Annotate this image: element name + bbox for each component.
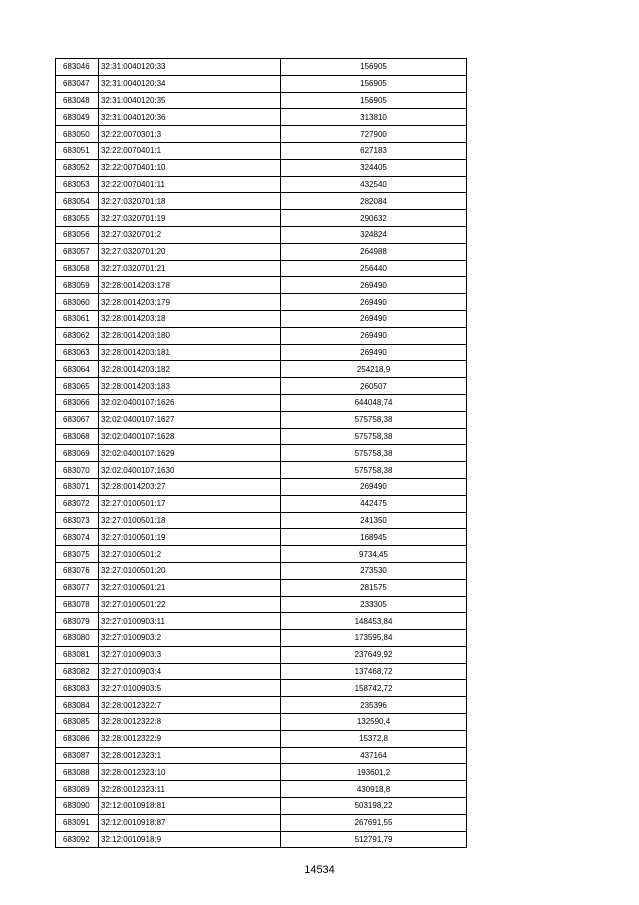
row-number-cell: 683070 (56, 462, 99, 479)
row-number-cell: 683071 (56, 478, 99, 495)
cadastral-number-cell: 32:27:0320701:18 (99, 193, 281, 210)
value-cell: 193601,2 (281, 764, 467, 781)
cadastral-number-cell: 32:02:0400107:1630 (99, 462, 281, 479)
cadastral-number-cell: 32:27:0100501:2 (99, 546, 281, 563)
row-number-cell: 683060 (56, 294, 99, 311)
value-cell: 156905 (281, 92, 467, 109)
row-number-cell: 683090 (56, 798, 99, 815)
table-row (56, 445, 467, 462)
table-row (56, 714, 467, 731)
row-number-cell: 683067 (56, 411, 99, 428)
table-row (56, 781, 467, 798)
value-cell: 15372,8 (281, 730, 467, 747)
row-number-cell: 683057 (56, 243, 99, 260)
row-number-cell: 683084 (56, 697, 99, 714)
cadastral-number-cell: 32:28:0012322:7 (99, 697, 281, 714)
cadastral-number-cell: 32:28:0014203:18 (99, 310, 281, 327)
table-row (56, 193, 467, 210)
cadastral-number-cell: 32:27:0320701:2 (99, 226, 281, 243)
row-number-cell: 683064 (56, 361, 99, 378)
cadastral-number-cell: 32:27:0100501:21 (99, 579, 281, 596)
value-cell: 273530 (281, 562, 467, 579)
value-cell: 432540 (281, 176, 467, 193)
cadastral-number-cell: 32:28:0012323:10 (99, 764, 281, 781)
table-row (56, 243, 467, 260)
table-row (56, 512, 467, 529)
row-number-cell: 683056 (56, 226, 99, 243)
cadastral-number-cell: 32:12:0010918:9 (99, 831, 281, 848)
cadastral-number-cell: 32:28:0014203:181 (99, 344, 281, 361)
row-number-cell: 683074 (56, 529, 99, 546)
table-row (56, 310, 467, 327)
table-row (56, 747, 467, 764)
cadastral-number-cell: 32:31:0040120:35 (99, 92, 281, 109)
table-row (56, 562, 467, 579)
row-number-cell: 683048 (56, 92, 99, 109)
value-cell: 442475 (281, 495, 467, 512)
value-cell: 156905 (281, 59, 467, 76)
cadastral-number-cell: 32:27:0320701:20 (99, 243, 281, 260)
value-cell: 503198,22 (281, 798, 467, 815)
row-number-cell: 683063 (56, 344, 99, 361)
row-number-cell: 683080 (56, 630, 99, 647)
value-cell: 269490 (281, 277, 467, 294)
value-cell: 235396 (281, 697, 467, 714)
value-cell: 148453,84 (281, 613, 467, 630)
row-number-cell: 683086 (56, 730, 99, 747)
table-row (56, 142, 467, 159)
cadastral-number-cell: 32:22:0070301:3 (99, 126, 281, 143)
table-row (56, 176, 467, 193)
value-cell: 260507 (281, 378, 467, 395)
cadastral-number-cell: 32:28:0014203:180 (99, 327, 281, 344)
table-row (56, 92, 467, 109)
table-row (56, 75, 467, 92)
table-row (56, 59, 467, 76)
value-cell: 254218,9 (281, 361, 467, 378)
table-row (56, 798, 467, 815)
row-number-cell: 683081 (56, 646, 99, 663)
cadastral-number-cell: 32:28:0014203:182 (99, 361, 281, 378)
value-cell: 237649,92 (281, 646, 467, 663)
cadastral-number-cell: 32:27:0100903:3 (99, 646, 281, 663)
row-number-cell: 683092 (56, 831, 99, 848)
table-row (56, 529, 467, 546)
row-number-cell: 683061 (56, 310, 99, 327)
row-number-cell: 683047 (56, 75, 99, 92)
row-number-cell: 683055 (56, 210, 99, 227)
cadastral-number-cell: 32:22:0070401:1 (99, 142, 281, 159)
value-cell: 437164 (281, 747, 467, 764)
row-number-cell: 683075 (56, 546, 99, 563)
row-number-cell: 683088 (56, 764, 99, 781)
row-number-cell: 683052 (56, 159, 99, 176)
cadastral-number-cell: 32:28:0014203:178 (99, 277, 281, 294)
table-row (56, 730, 467, 747)
cadastral-number-cell: 32:28:0014203:179 (99, 294, 281, 311)
table-row (56, 764, 467, 781)
row-number-cell: 683068 (56, 428, 99, 445)
cadastral-number-cell: 32:02:0400107:1628 (99, 428, 281, 445)
table-row (56, 210, 467, 227)
table-row (56, 630, 467, 647)
value-cell: 233305 (281, 596, 467, 613)
value-cell: 324405 (281, 159, 467, 176)
value-cell: 264988 (281, 243, 467, 260)
row-number-cell: 683054 (56, 193, 99, 210)
row-number-cell: 683058 (56, 260, 99, 277)
value-cell: 727900 (281, 126, 467, 143)
row-number-cell: 683059 (56, 277, 99, 294)
table-row (56, 613, 467, 630)
table-row (56, 361, 467, 378)
table-row (56, 378, 467, 395)
table-row (56, 344, 467, 361)
cadastral-number-cell: 32:27:0100903:4 (99, 663, 281, 680)
value-cell: 281575 (281, 579, 467, 596)
row-number-cell: 683051 (56, 142, 99, 159)
table-row (56, 294, 467, 311)
value-cell: 156905 (281, 75, 467, 92)
table-row (56, 277, 467, 294)
cadastral-number-cell: 32:27:0100903:2 (99, 630, 281, 647)
page-number: 14534 (304, 864, 335, 876)
row-number-cell: 683049 (56, 109, 99, 126)
row-number-cell: 683076 (56, 562, 99, 579)
table-row (56, 680, 467, 697)
table-body (56, 59, 467, 848)
table-row (56, 226, 467, 243)
value-cell: 313810 (281, 109, 467, 126)
value-cell: 269490 (281, 344, 467, 361)
cadastral-number-cell: 32:31:0040120:36 (99, 109, 281, 126)
value-cell: 644048,74 (281, 394, 467, 411)
value-cell: 575758,38 (281, 428, 467, 445)
table-row (56, 411, 467, 428)
table-row (56, 428, 467, 445)
value-cell: 267691,55 (281, 814, 467, 831)
table-row (56, 478, 467, 495)
row-number-cell: 683066 (56, 394, 99, 411)
value-cell: 290632 (281, 210, 467, 227)
value-cell: 168945 (281, 529, 467, 546)
table-row (56, 462, 467, 479)
cadastral-number-cell: 32:12:0010918:81 (99, 798, 281, 815)
row-number-cell: 683083 (56, 680, 99, 697)
table-row (56, 260, 467, 277)
cadastral-number-cell: 32:27:0100903:5 (99, 680, 281, 697)
row-number-cell: 683085 (56, 714, 99, 731)
value-cell: 269490 (281, 478, 467, 495)
cadastral-number-cell: 32:27:0100501:18 (99, 512, 281, 529)
table-row (56, 646, 467, 663)
value-cell: 269490 (281, 294, 467, 311)
cadastral-number-cell: 32:02:0400107:1627 (99, 411, 281, 428)
cadastral-number-cell: 32:27:0100501:19 (99, 529, 281, 546)
value-cell: 269490 (281, 310, 467, 327)
cadastral-number-cell: 32:28:0014203:183 (99, 378, 281, 395)
cadastral-number-cell: 32:28:0012322:8 (99, 714, 281, 731)
cadastral-number-cell: 32:12:0010918:87 (99, 814, 281, 831)
row-number-cell: 683077 (56, 579, 99, 596)
table-row (56, 394, 467, 411)
table-row (56, 663, 467, 680)
value-cell: 575758,38 (281, 445, 467, 462)
row-number-cell: 683065 (56, 378, 99, 395)
table-row (56, 327, 467, 344)
cadastral-value-table (55, 58, 467, 848)
cadastral-number-cell: 32:27:0320701:19 (99, 210, 281, 227)
row-number-cell: 683069 (56, 445, 99, 462)
cadastral-number-cell: 32:28:0014203:27 (99, 478, 281, 495)
cadastral-number-cell: 32:22:0070401:10 (99, 159, 281, 176)
row-number-cell: 683073 (56, 512, 99, 529)
cadastral-number-cell: 32:02:0400107:1629 (99, 445, 281, 462)
cadastral-number-cell: 32:27:0100903:11 (99, 613, 281, 630)
cadastral-number-cell: 32:31:0040120:34 (99, 75, 281, 92)
cadastral-number-cell: 32:02:0400107:1626 (99, 394, 281, 411)
row-number-cell: 683050 (56, 126, 99, 143)
table-row (56, 546, 467, 563)
value-cell: 158742,72 (281, 680, 467, 697)
row-number-cell: 683089 (56, 781, 99, 798)
table-row (56, 697, 467, 714)
value-cell: 269490 (281, 327, 467, 344)
value-cell: 324824 (281, 226, 467, 243)
row-number-cell: 683082 (56, 663, 99, 680)
cadastral-number-cell: 32:31:0040120:33 (99, 59, 281, 76)
row-number-cell: 683053 (56, 176, 99, 193)
value-cell: 282084 (281, 193, 467, 210)
value-cell: 430918,8 (281, 781, 467, 798)
table-row (56, 495, 467, 512)
row-number-cell: 683046 (56, 59, 99, 76)
row-number-cell: 683062 (56, 327, 99, 344)
value-cell: 575758,38 (281, 462, 467, 479)
value-cell: 256440 (281, 260, 467, 277)
cadastral-number-cell: 32:28:0012322:9 (99, 730, 281, 747)
value-cell: 137468,72 (281, 663, 467, 680)
cadastral-number-cell: 32:27:0100501:17 (99, 495, 281, 512)
cadastral-number-cell: 32:27:0100501:22 (99, 596, 281, 613)
row-number-cell: 683072 (56, 495, 99, 512)
value-cell: 627183 (281, 142, 467, 159)
table-row (56, 814, 467, 831)
table-row (56, 159, 467, 176)
value-cell: 9734,45 (281, 546, 467, 563)
row-number-cell: 683079 (56, 613, 99, 630)
value-cell: 173595,84 (281, 630, 467, 647)
cadastral-number-cell: 32:27:0100501:20 (99, 562, 281, 579)
table-row (56, 109, 467, 126)
cadastral-number-cell: 32:22:0070401:11 (99, 176, 281, 193)
table-row (56, 831, 467, 848)
table-row (56, 579, 467, 596)
row-number-cell: 683078 (56, 596, 99, 613)
value-cell: 512791,79 (281, 831, 467, 848)
value-cell: 132590,4 (281, 714, 467, 731)
table-row (56, 126, 467, 143)
cadastral-number-cell: 32:28:0012323:11 (99, 781, 281, 798)
value-cell: 241350 (281, 512, 467, 529)
row-number-cell: 683091 (56, 814, 99, 831)
cadastral-number-cell: 32:27:0320701:21 (99, 260, 281, 277)
row-number-cell: 683087 (56, 747, 99, 764)
value-cell: 575758,38 (281, 411, 467, 428)
cadastral-number-cell: 32:28:0012323:1 (99, 747, 281, 764)
table-row (56, 596, 467, 613)
